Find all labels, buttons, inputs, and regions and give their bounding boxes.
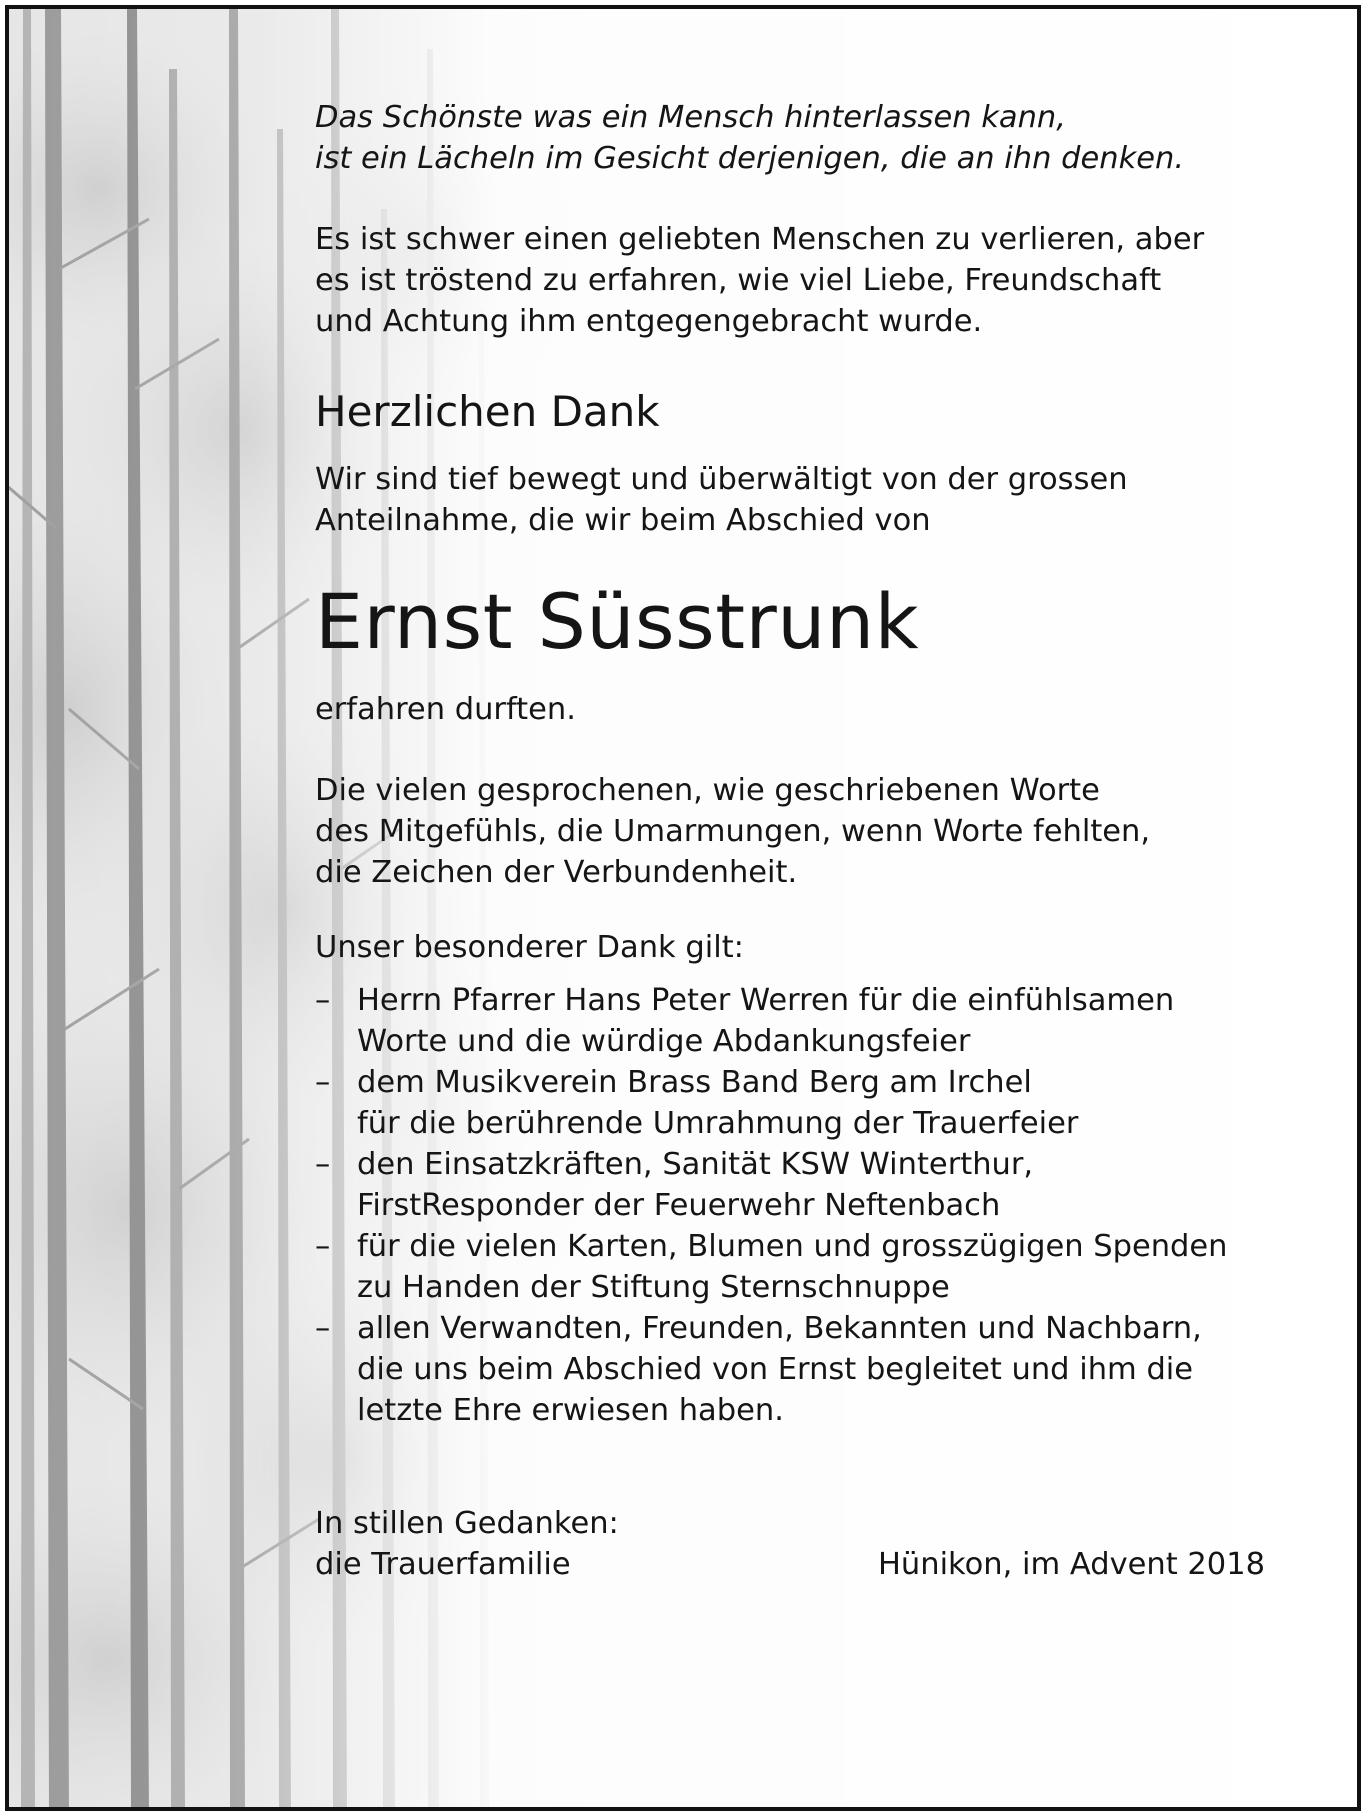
motto-line: ist ein Lächeln im Gesicht derjenigen, die an ihn denken. bbox=[315, 141, 1185, 176]
intro-line: es ist tröstend zu erfahren, wie viel Liebe, Freundschaft bbox=[315, 263, 1162, 298]
obituary-card bbox=[5, 5, 1361, 1811]
obituary-text bbox=[315, 97, 1265, 1585]
dash-bullet: – bbox=[315, 1311, 331, 1346]
words-line: die Zeichen der Verbundenheit. bbox=[315, 855, 798, 890]
list-item-line: Herrn Pfarrer Hans Peter Werren für die einfühlsamen bbox=[357, 983, 1175, 1018]
intro-paragraph bbox=[315, 219, 1265, 342]
words-line: Die vielen gesprochenen, wie geschriebenen Worte bbox=[315, 773, 1100, 808]
dash-bullet: – bbox=[315, 983, 331, 1018]
list-item bbox=[315, 1226, 1265, 1308]
sympathy-paragraph bbox=[315, 459, 1265, 541]
thanks-list bbox=[315, 980, 1265, 1431]
list-item-line: für die berührende Umrahmung der Trauerfeier bbox=[357, 1106, 1079, 1141]
family-signature: die Trauerfamilie bbox=[315, 1547, 571, 1582]
motto-line: Das Schönste was ein Mensch hinterlassen kann, bbox=[315, 100, 1066, 135]
list-item-line: die uns beim Abschied von Ernst begleitet und ihm die bbox=[357, 1352, 1194, 1387]
intro-line: und Achtung ihm entgegengebracht wurde. bbox=[315, 304, 983, 339]
list-item-line: den Einsatzkräften, Sanität KSW Winterthur, bbox=[357, 1147, 1034, 1182]
sympathy-line: Wir sind tief bewegt und überwältigt von der grossen bbox=[315, 462, 1128, 497]
signature-row bbox=[315, 1544, 1265, 1585]
intro-line: Es ist schwer einen geliebten Menschen zu verlieren, aber bbox=[315, 222, 1205, 257]
words-paragraph bbox=[315, 770, 1265, 893]
place-date: Hünikon, im Advent 2018 bbox=[877, 1547, 1265, 1582]
list-item-line: dem Musikverein Brass Band Berg am Irchel bbox=[357, 1065, 1032, 1100]
words-line: des Mitgefühls, die Umarmungen, wenn Worte fehlten, bbox=[315, 814, 1151, 849]
deceased-name: Ernst Süsstrunk bbox=[315, 577, 920, 666]
list-item bbox=[315, 1062, 1265, 1144]
after-name-text: erfahren durften. bbox=[315, 692, 576, 727]
list-item bbox=[315, 1144, 1265, 1226]
list-item-line: letzte Ehre erwiesen haben. bbox=[357, 1393, 784, 1428]
list-item-line: FirstResponder der Feuerwehr Neftenbach bbox=[357, 1188, 1001, 1223]
dash-bullet: – bbox=[315, 1229, 331, 1264]
thanks-heading: Herzlichen Dank bbox=[315, 387, 660, 436]
list-item-line: zu Handen der Stiftung Sternschnuppe bbox=[357, 1270, 950, 1305]
thanks-intro: Unser besonderer Dank gilt: bbox=[315, 930, 744, 965]
sympathy-line: Anteilnahme, die wir beim Abschied von bbox=[315, 503, 931, 538]
motto-quote bbox=[315, 97, 1265, 179]
list-item bbox=[315, 1308, 1265, 1431]
list-item bbox=[315, 980, 1265, 1062]
list-item-line: für die vielen Karten, Blumen und grosszügigen Spenden bbox=[357, 1229, 1228, 1264]
signature-block bbox=[315, 1503, 1265, 1585]
dash-bullet: – bbox=[315, 1065, 331, 1100]
dash-bullet: – bbox=[315, 1147, 331, 1182]
list-item-line: allen Verwandten, Freunden, Bekannten und Nachbarn, bbox=[357, 1311, 1202, 1346]
list-item-line: Worte und die würdige Abdankungsfeier bbox=[357, 1024, 971, 1059]
signature-line: In stillen Gedanken: bbox=[315, 1506, 619, 1541]
